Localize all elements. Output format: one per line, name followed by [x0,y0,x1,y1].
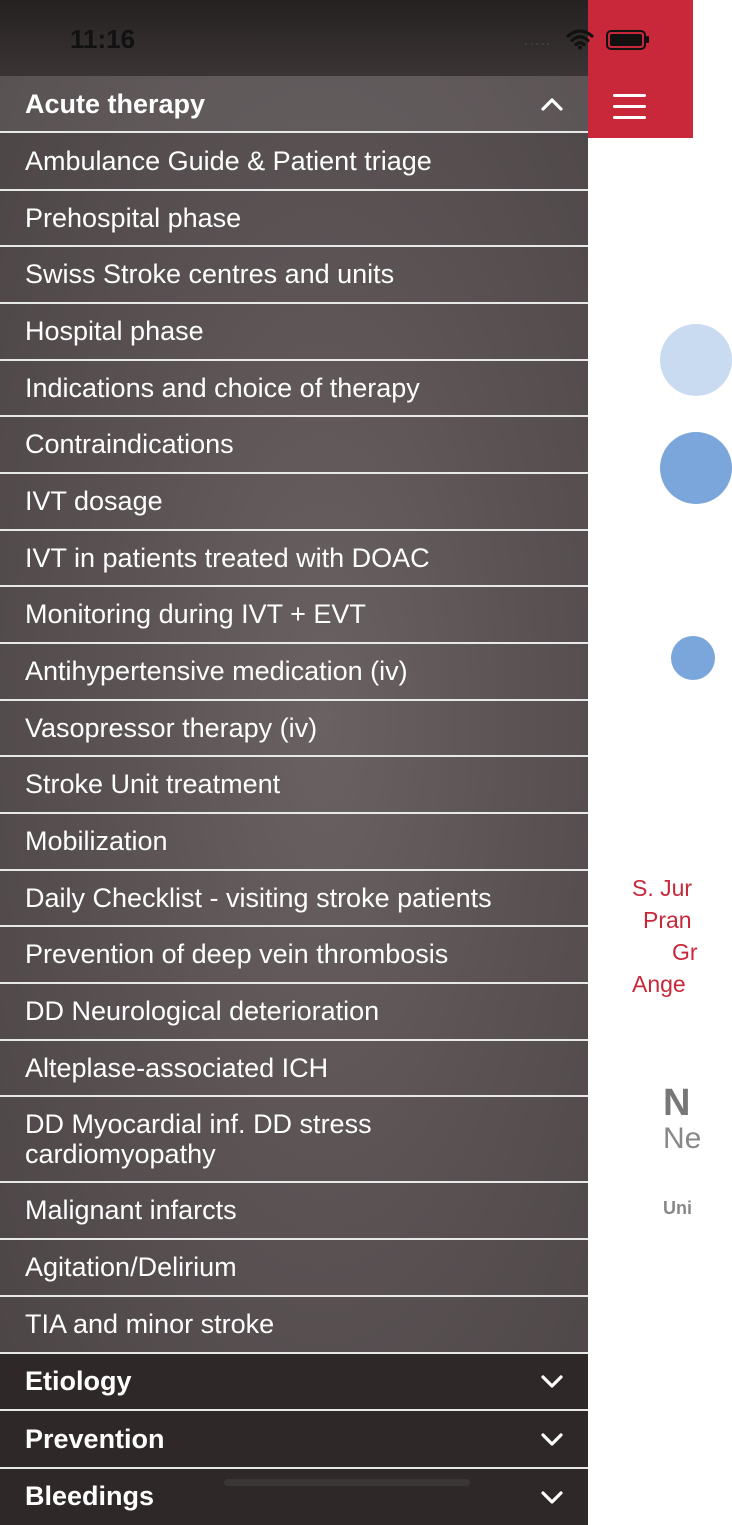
menu-item-label: Alteplase-associated ICH [25,1052,329,1083]
status-bar [0,0,588,76]
menu-item[interactable] [0,700,588,755]
menu-item[interactable] [0,870,588,925]
wifi-icon [566,28,594,50]
menu-item-label: DD Neurological deterioration [25,996,380,1026]
chevron-down-icon [540,1428,564,1452]
home-indicator [224,1479,470,1486]
hamburger-menu-icon[interactable] [613,94,646,120]
university-text: Uni [663,1198,692,1218]
section-prevention[interactable] [0,1411,588,1467]
chevron-up-icon [540,92,564,116]
section-label: Prevention [25,1423,165,1454]
menu-item[interactable] [0,133,588,189]
menu-item-label: Prevention of deep vein thrombosis [25,939,449,969]
menu-item[interactable] [0,586,588,642]
decorative-circle-small [671,636,715,680]
menu-item[interactable] [0,190,588,245]
menu-item[interactable] [0,643,588,699]
status-time: 11:16 [70,24,136,54]
menu-item[interactable] [0,416,588,472]
section-label: Etiology [25,1366,132,1396]
menu-item[interactable] [0,1040,588,1095]
decorative-circle-blue [660,432,732,504]
logo-text: N [663,1082,691,1124]
menu-item[interactable] [0,303,588,359]
status-icons [520,22,690,56]
section-acute-therapy[interactable] [0,76,588,132]
battery-icon [606,30,646,50]
menu-item-label: Stroke Unit treatment [25,769,281,799]
menu-item-label: IVT dosage [25,486,163,516]
menu-item-label: Malignant infarcts [25,1195,237,1225]
menu-item[interactable] [0,360,588,415]
menu-item-label: TIA and minor stroke [25,1309,275,1339]
decorative-circle-light [660,324,732,396]
menu-item-label: DD Myocardial inf. DD stress cardiomyopathy [25,1108,372,1169]
menu-item[interactable] [0,1296,588,1352]
menu-item[interactable] [0,1096,588,1181]
menu-item-label: Contraindications [25,429,234,459]
menu-item[interactable] [0,813,588,869]
menu-item-label: Prehospital phase [25,202,242,233]
menu-item-label: Agitation/Delirium [25,1252,237,1282]
menu-item[interactable] [0,530,588,585]
chevron-down-icon [540,1370,564,1394]
menu-item[interactable] [0,1239,588,1295]
menu-item[interactable] [0,246,588,302]
menu-item-label: Antihypertensive medication (iv) [25,656,408,686]
menu-item[interactable] [0,473,588,529]
section-bleedings[interactable] [0,1469,588,1525]
menu-item-label: Mobilization [25,826,168,856]
signal-icon: ..... [524,32,552,49]
menu-item[interactable] [0,983,588,1039]
chevron-down-icon [540,1486,564,1510]
authors-text: S. Jur Pran Gr Ange [632,875,698,997]
menu-item-label: Indications and choice of therapy [25,372,420,403]
app-header [588,0,693,138]
section-label: Bleedings [25,1481,155,1511]
menu-item-label: Vasopressor therapy (iv) [25,712,318,743]
menu-item[interactable] [0,926,588,982]
section-label: Acute therapy [25,88,206,119]
menu-item-label: Monitoring during IVT + EVT [25,599,366,629]
menu-item-label: Swiss Stroke centres and units [25,259,395,289]
logo-subtext: Ne [663,1122,702,1155]
menu-item[interactable] [0,756,588,812]
menu-item-label: IVT in patients treated with DOAC [25,542,430,573]
menu-item[interactable] [0,1182,588,1238]
section-etiology[interactable] [0,1354,588,1409]
menu-item-label: Ambulance Guide & Patient triage [25,146,432,176]
menu-item-label: Hospital phase [25,316,204,346]
menu-item-label: Daily Checklist - visiting stroke patients [25,882,492,913]
